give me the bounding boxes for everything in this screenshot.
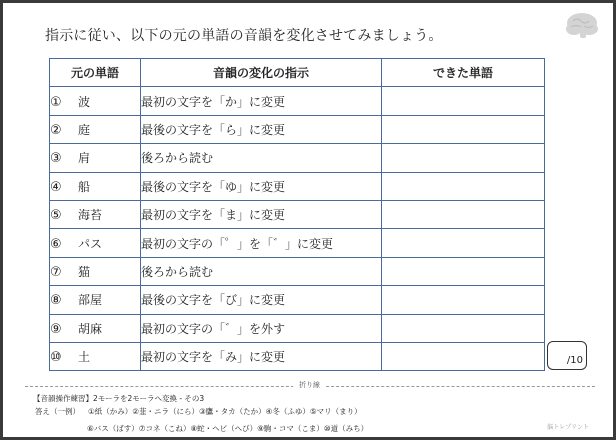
worksheet-page	[3, 3, 613, 437]
instruction-cell: 最初の文字を「ま」に変更	[141, 200, 382, 228]
row-number: ①	[50, 94, 62, 110]
table-row	[50, 172, 545, 200]
table-header-row	[50, 59, 545, 87]
row-number: ③	[50, 151, 62, 167]
original-word-cell	[50, 314, 141, 342]
answer-cell[interactable]	[382, 87, 545, 115]
row-number: ⑤	[50, 208, 62, 224]
original-word: 庭	[78, 122, 91, 137]
original-word: 土	[78, 350, 91, 365]
answer-cell[interactable]	[382, 286, 545, 314]
answer-cell[interactable]	[382, 144, 545, 172]
answer-cell[interactable]	[382, 115, 545, 143]
original-word: 船	[78, 179, 91, 194]
original-word: 波	[78, 94, 91, 109]
table-row	[50, 200, 545, 228]
original-word-cell	[50, 257, 141, 285]
table-row	[50, 229, 545, 257]
row-number: ⑧	[50, 293, 62, 309]
header-result-word: できた単語	[382, 59, 545, 87]
original-word: 海苔	[78, 208, 103, 223]
answer-cell[interactable]	[382, 257, 545, 285]
answer-label: 答え（一例）	[35, 407, 80, 416]
instruction-cell: 最初の文字の「゜」を「゛」に変更	[141, 229, 382, 257]
original-word: 肩	[78, 151, 91, 166]
table-row	[50, 144, 545, 172]
table-row	[50, 257, 545, 285]
table-row	[50, 87, 545, 115]
answer-line-1	[35, 406, 362, 417]
answer-cell[interactable]	[382, 200, 545, 228]
table-row	[50, 286, 545, 314]
answer-cell[interactable]	[382, 172, 545, 200]
instruction-cell: 最初の文字を「み」に変更	[141, 342, 382, 370]
instruction-cell: 最後の文字を「ら」に変更	[141, 115, 382, 143]
instruction-cell: 最初の文字を「か」に変更	[141, 87, 382, 115]
score-box[interactable]	[547, 341, 587, 370]
original-word: 胡麻	[78, 321, 103, 336]
original-word-cell	[50, 87, 141, 115]
answer-cell[interactable]	[382, 229, 545, 257]
worksheet-table	[49, 58, 545, 371]
original-word-cell	[50, 172, 141, 200]
instruction-cell: 後ろから読む	[141, 144, 382, 172]
table-row	[50, 342, 545, 370]
original-word: パス	[78, 236, 103, 251]
answer-cell[interactable]	[382, 314, 545, 342]
row-number: ⑦	[50, 264, 62, 280]
table-row	[50, 314, 545, 342]
original-word-cell	[50, 115, 141, 143]
instruction-cell: 最初の文字の「゛」を外す	[141, 314, 382, 342]
row-number: ⑩	[50, 350, 62, 366]
brain-icon	[563, 11, 601, 39]
original-word: 猫	[78, 264, 91, 279]
original-word-cell	[50, 144, 141, 172]
original-word-cell	[50, 342, 141, 370]
row-number: ⑥	[50, 236, 62, 252]
header-original-word: 元の単語	[50, 59, 141, 87]
original-word-cell	[50, 229, 141, 257]
answers-text-1: ①紙（かみ）②韮・ニラ（にら）③鷹・タカ（たか）④冬（ふゆ）⑤マリ（まり）	[88, 407, 362, 416]
original-word: 部屋	[78, 293, 103, 308]
instruction-cell: 最後の文字を「ゆ」に変更	[141, 172, 382, 200]
answer-line-2: ⑥バス（ばす）⑦コネ（こね）⑧蛇・ヘビ（へび）⑨駒・コマ（こま）⑩道（みち）	[87, 424, 369, 433]
fold-line-label: 折り線	[293, 380, 326, 390]
instruction-text: 指示に従い、以下の元の単語の音韻を変化させてみましょう。	[45, 28, 443, 44]
worksheet-title: 【音韻操作練習】2モーラを2モーラへ変換 - その3	[33, 394, 205, 403]
instruction-cell: 後ろから読む	[141, 257, 382, 285]
row-number: ④	[50, 179, 62, 195]
original-word-cell	[50, 286, 141, 314]
brand-label: 脳トレプリント	[547, 424, 589, 431]
row-number: ⑨	[50, 321, 62, 337]
instruction-cell: 最後の文字を「び」に変更	[141, 286, 382, 314]
score-total: /10	[566, 355, 583, 366]
table-row	[50, 115, 545, 143]
header-instruction: 音韻の変化の指示	[141, 59, 382, 87]
answer-cell[interactable]	[382, 342, 545, 370]
original-word-cell	[50, 200, 141, 228]
row-number: ②	[50, 122, 62, 138]
